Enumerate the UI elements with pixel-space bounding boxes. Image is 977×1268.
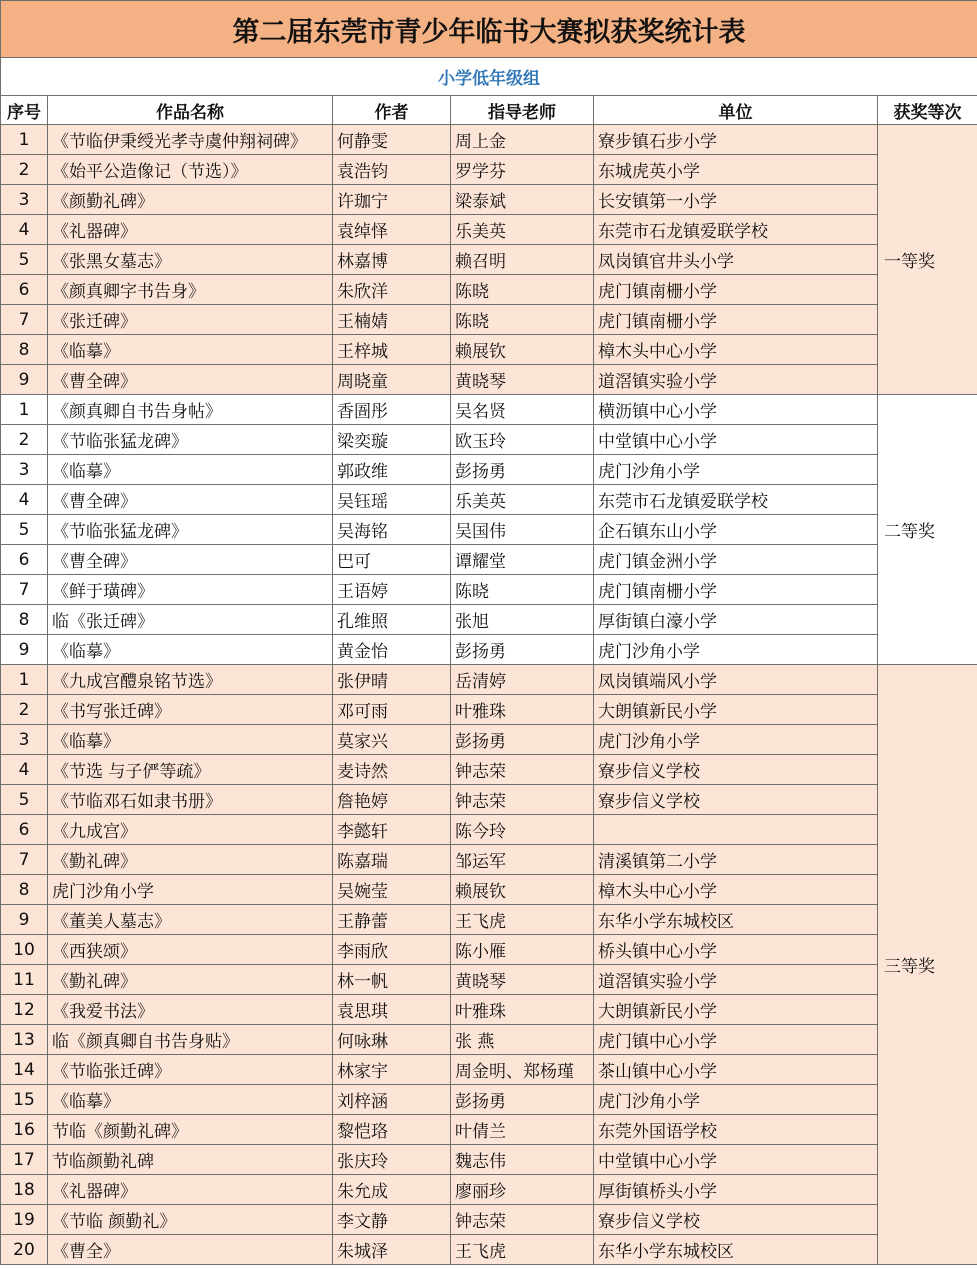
table-row [1,335,977,365]
cell-work: 《礼器碑》 [48,215,333,245]
cell-author: 陈嘉瑞 [333,845,451,875]
cell-seq: 11 [1,965,48,995]
header-row [1,96,977,125]
cell-seq: 9 [1,365,48,395]
cell-author: 何咏琳 [333,1025,451,1055]
cell-unit: 樟木头中心小学 [594,875,878,905]
cell-work: 《董美人墓志》 [48,905,333,935]
cell-author: 林家宇 [333,1055,451,1085]
cell-seq: 2 [1,155,48,185]
cell-author: 郭政维 [333,455,451,485]
cell-teacher: 魏志伟 [451,1145,594,1175]
cell-author: 张伊晴 [333,665,451,695]
cell-author: 袁浩钧 [333,155,451,185]
cell-author: 刘梓涵 [333,1085,451,1115]
cell-author: 黎恺珞 [333,1115,451,1145]
cell-teacher: 王飞虎 [451,1235,594,1265]
cell-seq: 3 [1,725,48,755]
cell-teacher: 陈今玲 [451,815,594,845]
cell-unit: 寮步信义学校 [594,785,878,815]
cell-author: 吴海铭 [333,515,451,545]
cell-work: 《临摹》 [48,455,333,485]
table-row [1,425,977,455]
cell-seq: 14 [1,1055,48,1085]
cell-work: 临《颜真卿自书告身贴》 [48,1025,333,1055]
cell-author: 王语婷 [333,575,451,605]
cell-seq: 13 [1,1025,48,1055]
cell-teacher: 吴国伟 [451,515,594,545]
cell-author: 林一帆 [333,965,451,995]
cell-author: 何静雯 [333,125,451,155]
cell-unit: 桥头镇中心小学 [594,935,878,965]
cell-teacher: 罗学芬 [451,155,594,185]
cell-teacher: 陈晓 [451,275,594,305]
cell-teacher: 岳清婷 [451,665,594,695]
cell-seq: 7 [1,575,48,605]
table-row [1,515,977,545]
cell-teacher: 叶雅珠 [451,995,594,1025]
cell-unit: 东莞外国语学校 [594,1115,878,1145]
table-title: 第二届东莞市青少年临书大赛拟获奖统计表 [1,1,977,58]
cell-teacher: 彭扬勇 [451,725,594,755]
cell-work: 节临颜勤礼碑 [48,1145,333,1175]
cell-teacher: 钟志荣 [451,1205,594,1235]
cell-unit: 虎门镇南栅小学 [594,305,878,335]
table-row [1,845,977,875]
cell-work: 《勤礼碑》 [48,845,333,875]
cell-unit: 虎门镇南栅小学 [594,575,878,605]
cell-unit: 长安镇第一小学 [594,185,878,215]
cell-teacher: 黄晓琴 [451,965,594,995]
cell-teacher: 彭扬勇 [451,455,594,485]
cell-unit: 虎门镇中心小学 [594,1025,878,1055]
table-row [1,1235,977,1265]
table-row [1,1055,977,1085]
cell-author: 张庆玲 [333,1145,451,1175]
group-title: 小学低年级组 [1,58,977,96]
cell-author: 王楠婧 [333,305,451,335]
cell-author: 梁奕璇 [333,425,451,455]
cell-work: 《九成宫》 [48,815,333,845]
cell-teacher: 周上金 [451,125,594,155]
award-level-cell: 三等奖 [878,665,977,1265]
award-level-cell: 二等奖 [878,395,977,665]
cell-teacher: 钟志荣 [451,755,594,785]
table-row [1,395,977,425]
cell-author: 袁思琪 [333,995,451,1025]
cell-teacher: 黄晓琴 [451,365,594,395]
cell-author: 许珈宁 [333,185,451,215]
cell-work: 《鲜于璜碑》 [48,575,333,605]
cell-unit: 虎门镇南栅小学 [594,275,878,305]
cell-work: 《张黑女墓志》 [48,245,333,275]
cell-seq: 6 [1,275,48,305]
header-award: 获奖等次 [878,96,977,125]
cell-seq: 1 [1,395,48,425]
cell-teacher: 彭扬勇 [451,1085,594,1115]
cell-teacher: 梁泰斌 [451,185,594,215]
cell-work: 《书写张迁碑》 [48,695,333,725]
cell-author: 孔维照 [333,605,451,635]
cell-seq: 7 [1,845,48,875]
cell-unit: 寮步信义学校 [594,755,878,785]
table-row [1,995,977,1025]
cell-teacher: 张 燕 [451,1025,594,1055]
cell-unit: 寮步信义学校 [594,1205,878,1235]
header-work: 作品名称 [48,96,333,125]
cell-unit: 凤岗镇端风小学 [594,665,878,695]
cell-work: 《西狭颂》 [48,935,333,965]
cell-work: 《曹全》 [48,1235,333,1265]
cell-author: 麦诗然 [333,755,451,785]
cell-teacher: 陈小雁 [451,935,594,965]
cell-author: 王梓城 [333,335,451,365]
cell-seq: 9 [1,635,48,665]
cell-seq: 5 [1,785,48,815]
cell-seq: 7 [1,305,48,335]
cell-unit: 寮步镇石步小学 [594,125,878,155]
cell-work: 《九成宫醴泉铭节选》 [48,665,333,695]
cell-teacher: 邹运军 [451,845,594,875]
cell-unit: 东莞市石龙镇爱联学校 [594,215,878,245]
table-row [1,815,977,845]
cell-seq: 8 [1,605,48,635]
cell-author: 詹艳婷 [333,785,451,815]
cell-author: 朱允成 [333,1175,451,1205]
table-row [1,185,977,215]
cell-seq: 9 [1,905,48,935]
cell-author: 李懿轩 [333,815,451,845]
table-row [1,935,977,965]
cell-unit: 东莞市石龙镇爱联学校 [594,485,878,515]
cell-seq: 12 [1,995,48,1025]
cell-unit: 虎门镇金洲小学 [594,545,878,575]
cell-seq: 6 [1,545,48,575]
cell-work: 《节临张猛龙碑》 [48,515,333,545]
cell-unit: 清溪镇第二小学 [594,845,878,875]
cell-work: 《临摹》 [48,725,333,755]
cell-teacher: 乐美英 [451,215,594,245]
table-row [1,695,977,725]
cell-work: 《张迁碑》 [48,305,333,335]
cell-seq: 4 [1,215,48,245]
table-row [1,905,977,935]
cell-unit: 厚街镇桥头小学 [594,1175,878,1205]
cell-seq: 5 [1,515,48,545]
cell-unit: 中堂镇中心小学 [594,1145,878,1175]
cell-work: 节临《颜勤礼碑》 [48,1115,333,1145]
cell-work: 《我爱书法》 [48,995,333,1025]
cell-teacher: 彭扬勇 [451,635,594,665]
cell-work: 《节临 颜勤礼》 [48,1205,333,1235]
cell-seq: 2 [1,425,48,455]
cell-unit: 厚街镇白濠小学 [594,605,878,635]
cell-unit: 茶山镇中心小学 [594,1055,878,1085]
table-row [1,215,977,245]
cell-author: 吴钰瑶 [333,485,451,515]
table-row [1,665,977,695]
cell-seq: 4 [1,485,48,515]
table-row [1,365,977,395]
header-teacher: 指导老师 [451,96,594,125]
table-row [1,785,977,815]
cell-seq: 4 [1,755,48,785]
table-row [1,1205,977,1235]
table-row [1,455,977,485]
cell-unit: 东华小学东城校区 [594,1235,878,1265]
header-unit: 单位 [594,96,878,125]
cell-teacher: 王飞虎 [451,905,594,935]
cell-author: 周晓童 [333,365,451,395]
table-row [1,155,977,185]
award-level-cell: 一等奖 [878,125,977,395]
cell-work: 《曹全碑》 [48,485,333,515]
table-row [1,1025,977,1055]
table-row [1,965,977,995]
cell-seq: 15 [1,1085,48,1115]
cell-seq: 16 [1,1115,48,1145]
table-row [1,875,977,905]
cell-seq: 1 [1,125,48,155]
cell-teacher: 吴名贤 [451,395,594,425]
cell-seq: 5 [1,245,48,275]
cell-work: 《节临伊秉绶光孝寺虞仲翔祠碑》 [48,125,333,155]
cell-seq: 10 [1,935,48,965]
cell-seq: 20 [1,1235,48,1265]
cell-work: 《勤礼碑》 [48,965,333,995]
cell-seq: 3 [1,455,48,485]
header-seq: 序号 [1,96,48,125]
cell-seq: 19 [1,1205,48,1235]
cell-unit: 凤岗镇官井头小学 [594,245,878,275]
table-row [1,635,977,665]
cell-unit: 东城虎英小学 [594,155,878,185]
cell-teacher: 赖展钦 [451,335,594,365]
cell-unit: 虎门沙角小学 [594,635,878,665]
cell-author: 李雨欣 [333,935,451,965]
cell-work: 《节临张猛龙碑》 [48,425,333,455]
cell-author: 李文静 [333,1205,451,1235]
cell-work: 《临摹》 [48,335,333,365]
cell-unit: 大朗镇新民小学 [594,695,878,725]
cell-work: 《节选 与子俨等疏》 [48,755,333,785]
cell-work: 《临摹》 [48,1085,333,1115]
cell-author: 王静蕾 [333,905,451,935]
header-author: 作者 [333,96,451,125]
cell-teacher: 乐美英 [451,485,594,515]
cell-unit: 樟木头中心小学 [594,335,878,365]
cell-teacher: 叶雅珠 [451,695,594,725]
cell-teacher: 欧玉玲 [451,425,594,455]
cell-work: 《礼器碑》 [48,1175,333,1205]
table-row [1,1085,977,1115]
table-row [1,275,977,305]
cell-seq: 3 [1,185,48,215]
cell-unit: 道滘镇实验小学 [594,365,878,395]
cell-work: 《颜真卿字书告身》 [48,275,333,305]
cell-seq: 18 [1,1175,48,1205]
cell-unit: 大朗镇新民小学 [594,995,878,1025]
table-row [1,125,977,155]
cell-teacher: 张旭 [451,605,594,635]
cell-author: 莫家兴 [333,725,451,755]
cell-work: 《节临邓石如隶书册》 [48,785,333,815]
table-row [1,305,977,335]
cell-work: 《颜真卿自书告身帖》 [48,395,333,425]
cell-work: 《曹全碑》 [48,365,333,395]
cell-teacher: 周金明、郑杨瑾 [451,1055,594,1085]
cell-teacher: 赖展钦 [451,875,594,905]
cell-seq: 1 [1,665,48,695]
cell-teacher: 钟志荣 [451,785,594,815]
cell-unit: 道滘镇实验小学 [594,965,878,995]
cell-unit: 企石镇东山小学 [594,515,878,545]
cell-seq: 17 [1,1145,48,1175]
table-row [1,1145,977,1175]
cell-unit: 虎门沙角小学 [594,725,878,755]
cell-seq: 6 [1,815,48,845]
cell-unit: 中堂镇中心小学 [594,425,878,455]
cell-unit: 横沥镇中心小学 [594,395,878,425]
cell-teacher: 陈晓 [451,575,594,605]
cell-author: 朱欣洋 [333,275,451,305]
table-row [1,1115,977,1145]
cell-author: 吴婉莹 [333,875,451,905]
cell-work: 临《张迁碑》 [48,605,333,635]
cell-author: 朱城泽 [333,1235,451,1265]
cell-teacher: 廖丽珍 [451,1175,594,1205]
table-row [1,545,977,575]
table-row [1,725,977,755]
cell-seq: 2 [1,695,48,725]
table-row [1,1175,977,1205]
cell-unit: 东华小学东城校区 [594,905,878,935]
table-row [1,605,977,635]
cell-author: 袁绰怿 [333,215,451,245]
cell-work: 《颜勤礼碑》 [48,185,333,215]
cell-author: 黄金怡 [333,635,451,665]
cell-teacher: 谭耀堂 [451,545,594,575]
cell-work: 虎门沙角小学 [48,875,333,905]
cell-author: 巴可 [333,545,451,575]
cell-teacher: 叶倩兰 [451,1115,594,1145]
cell-author: 邓可雨 [333,695,451,725]
cell-unit: 虎门沙角小学 [594,1085,878,1115]
cell-work: 《临摹》 [48,635,333,665]
table-row [1,485,977,515]
cell-work: 《始平公造像记（节选）》 [48,155,333,185]
cell-teacher: 赖召明 [451,245,594,275]
cell-unit: 虎门沙角小学 [594,455,878,485]
cell-unit [594,815,878,845]
cell-seq: 8 [1,875,48,905]
cell-seq: 8 [1,335,48,365]
cell-teacher: 陈晓 [451,305,594,335]
table-row [1,755,977,785]
table-row [1,575,977,605]
cell-work: 《曹全碑》 [48,545,333,575]
cell-author: 林嘉博 [333,245,451,275]
cell-work: 《节临张迁碑》 [48,1055,333,1085]
table-row [1,245,977,275]
cell-author: 香圄彤 [333,395,451,425]
